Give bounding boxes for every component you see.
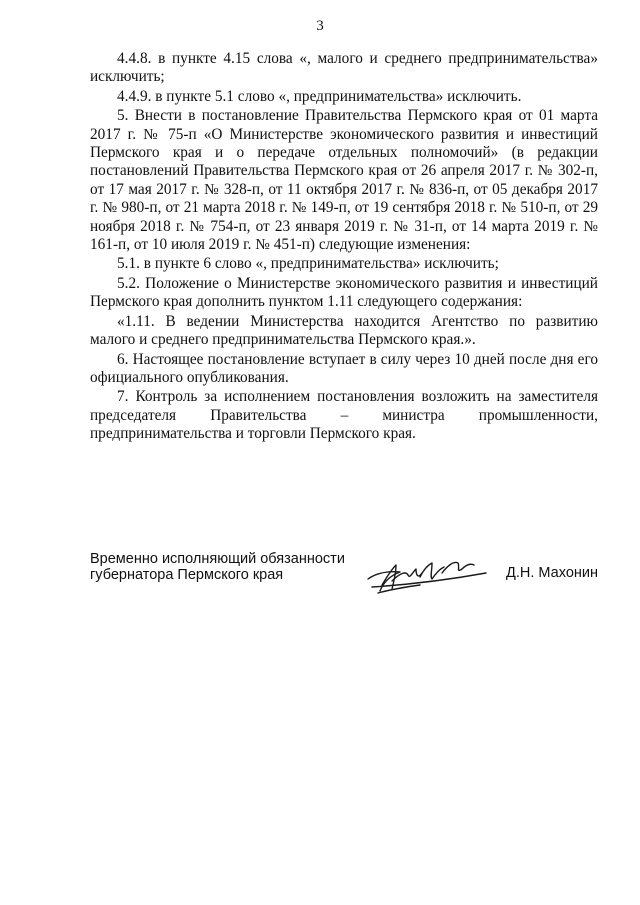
paragraph-6: 6. Настоящее постановление вступает в силу через 10 дней после дня его официального опубликования. (90, 350, 598, 386)
signer-title-line-2: губернатора Пермского края (90, 567, 284, 583)
paragraph-5-2: 5.2. Положение о Министерстве экономического развития и инвестиций Пермского края дополнить пунктом 1.11 следующего содержания: (90, 274, 598, 311)
paragraph-4-4-9: 4.4.9. в пункте 5.1 слово «, предпринимательства» исключить. (117, 87, 522, 105)
paragraph-5: 5. Внести в постановление Правительства Пермского края от 01 марта 2017 г. № 75-п «О Министерстве экономического развития и инвестиций Пермского края и о передаче отдельных полномочий» (в редакции постановлений Правительства Пермского края от 26 апреля 2017 г. № 302-п, от 17 мая 2017 г. № 328-п, от 11 октября 2017 г. № 836-п, от 05 декабря 2017 г. № 980-п, от 21 марта 2018 г. № 149-п, от 19 сентября 2018 г. № 510-п, от 29 ноября 2018 г. № 754-п, от 23 января 2019 г. № 31-п, от 14 марта 2019 г. № 161-п, от 10 июля 2019 г. № 451-п) следующие изменения: (90, 107, 598, 254)
page-number: 3 (316, 18, 324, 34)
signer-title (90, 551, 350, 583)
paragraph-1-11-quote: «1.11. В ведении Министерства находится Агентство по развитию малого и среднего предпринимательства Пермского края.». (90, 312, 598, 349)
signer-title-line-1: Временно исполняющий обязанности (90, 551, 345, 567)
paragraph-4-4-8: 4.4.8. в пункте 4.15 слова «, малого и среднего предпринимательства» исключить; (90, 50, 598, 86)
signer-name: Д.Н. Махонин (506, 565, 598, 581)
signature-block (90, 551, 598, 611)
paragraph-5-1: 5.1. в пункте 6 слово «, предпринимательства» исключить; (117, 255, 499, 273)
handwritten-signature-icon (362, 551, 492, 599)
paragraph-7: 7. Контроль за исполнением постановления возложить на заместителя председателя Правительства – министра промышленности, предпринимательства и торговли Пермского края. (90, 388, 598, 443)
document-body (90, 50, 598, 444)
